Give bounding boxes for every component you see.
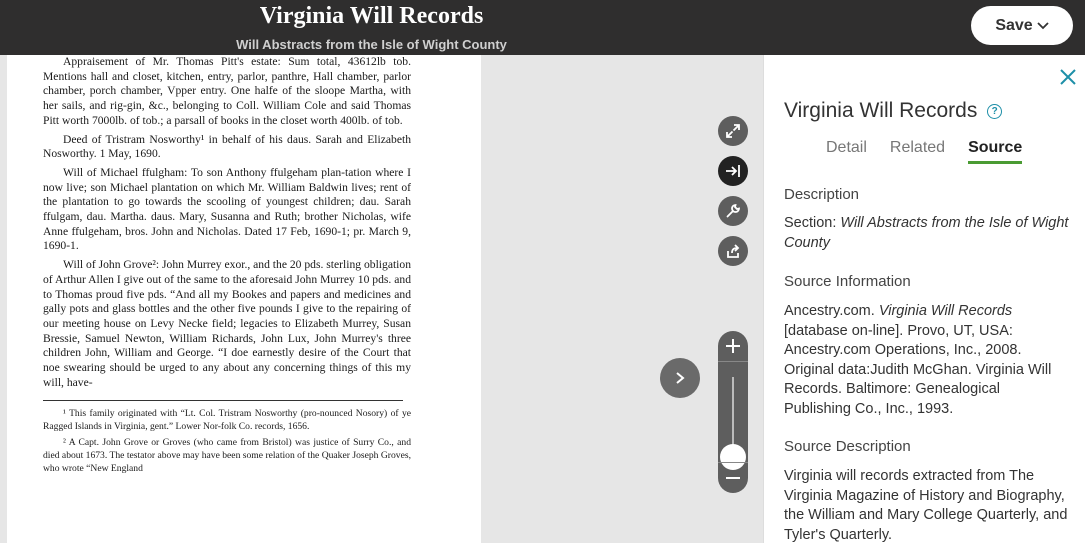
document-text [43,55,411,475]
section-value: Will Abstracts from the Isle of Wight County [784,215,1069,251]
save-button[interactable] [971,6,1073,45]
zoom-control[interactable] [718,331,748,493]
panel-tabs [826,137,1022,164]
save-button-label: Save [995,16,1033,34]
page-subtitle: Will Abstracts from the Isle of Wight County [236,37,507,52]
image-viewer[interactable] [0,55,763,543]
description-label: Description [784,186,860,203]
plus-icon [725,338,741,354]
zoom-out-button[interactable] [718,463,748,493]
expand-icon [725,123,741,139]
footnote-divider [43,400,403,401]
share-icon [725,243,741,259]
source-info-pre: Ancestry.com. [784,303,879,319]
collapse-panel-button[interactable] [718,156,748,186]
panel-title-text: Virginia Will Records [784,99,978,122]
minus-icon [725,470,741,486]
tab-source[interactable]: Source [968,137,1022,164]
document-page [7,55,481,543]
tab-detail[interactable]: Detail [826,139,867,156]
doc-paragraph: Will of Michael ffulgham: To son Anthony ffulgeham plan-tation where I now live; son Michael plantation on which Mr. William Baldwin lives; rent of the plantation to go towards the scooling of youngest children; dau. Sarah ffulgam, dau. Martha. daus. Mary, Susanna and Ruth; brother Nicholas, wife Anne ffulgeham, bros. John and Nicholas. Dated 17 Feb, 1690-1; pr. March 9, 1690-1. [43,165,411,253]
collapse-panel-icon [724,163,742,179]
footnote: ¹ This family originated with “Lt. Col. Tristram Nosworthy (pro-nounced Nosory) of ye Ragged Islands in Virginia, gent.” Lower Nor-folk Co. records, 1656. [43,408,411,433]
expand-button[interactable] [718,116,748,146]
panel-title [784,99,1002,123]
info-panel [763,55,1085,543]
footnote: ² A Capt. John Grove or Groves (who came from Bristol) was justice of Surry Co., and died about 1673. The testator above may have been some relation of the Quaker Joseph Groves, who wrote “New England [43,437,411,475]
wrench-icon [725,203,741,219]
section-prefix: Section: [784,215,841,231]
source-info-title: Virginia Will Records [878,303,1013,319]
chevron-right-icon [674,371,686,385]
close-button[interactable] [1056,65,1080,89]
doc-paragraph: Deed of Tristram Nosworthy¹ in behalf of his daus. Sarah and Elizabeth Nosworthy. 1 May, 1690. [43,132,411,161]
tools-button[interactable] [718,196,748,226]
page-title: Virginia Will Records [259,3,484,29]
share-button[interactable] [718,236,748,266]
source-info-post: [database on-line]. Provo, UT, USA: Ancestry.com Operations, Inc., 2008. Original data:Judith McGhan. Virginia Will Records. Baltimore: Genealogical Publishing Co., Inc., 1993. [784,322,1052,417]
close-icon [1059,68,1077,86]
doc-paragraph: Will of John Grove²: John Murrey exor., and the 20 pds. sterling obligation of Arthur Allen I give out of the same to the aforesaid John Murrey 10 pds. and to Thomas proud five pds. “And all my Bookes and papers and medicines and gally pots and glass bottles and the other five pounds I give to the repairing of our meeting house on Levy Necke field; legacies to Elizabeth Murrey, Susan Bressie, Samuel Newton, William Richards, John Lux, John Murrey's three children John, William and George. “I doe earnestly desire of the Court that noe swearing should be urged to any about any concerning things of this my will, have- [43,258,411,389]
zoom-in-button[interactable] [718,331,748,361]
top-bar [0,0,1085,55]
section-text [784,214,1069,253]
source-desc-text: Virginia will records extracted from The Virginia Magazine of History and Biography, the William and Mary College Quarterly, and Tyler's Quarterly. [784,468,1068,543]
tab-related[interactable]: Related [889,139,946,156]
help-icon[interactable]: ? [987,104,1002,119]
doc-paragraph: Appraisement of Mr. Thomas Pitt's estate: Sum total, 43612lb tob. Mentions hall and closet, kitchen, entry, parlor, panthre, Hall chamber, parlor chamber, porch chamber, Vpper entry. One halfe of the sloope Martha, with her sails, and rig-gin, &c., belonging to Coll. William Cole and said Thomas Pitt worth 7000lb. of tob.; a parsall of books in the closet worth 400lb. of tob. [43,55,411,127]
source-info-label: Source Information [784,273,911,290]
chevron-down-icon [1037,22,1049,30]
zoom-divider [718,361,748,362]
source-desc-label: Source Description [784,438,911,455]
next-page-button[interactable] [660,358,700,398]
source-info-text [784,302,1069,419]
